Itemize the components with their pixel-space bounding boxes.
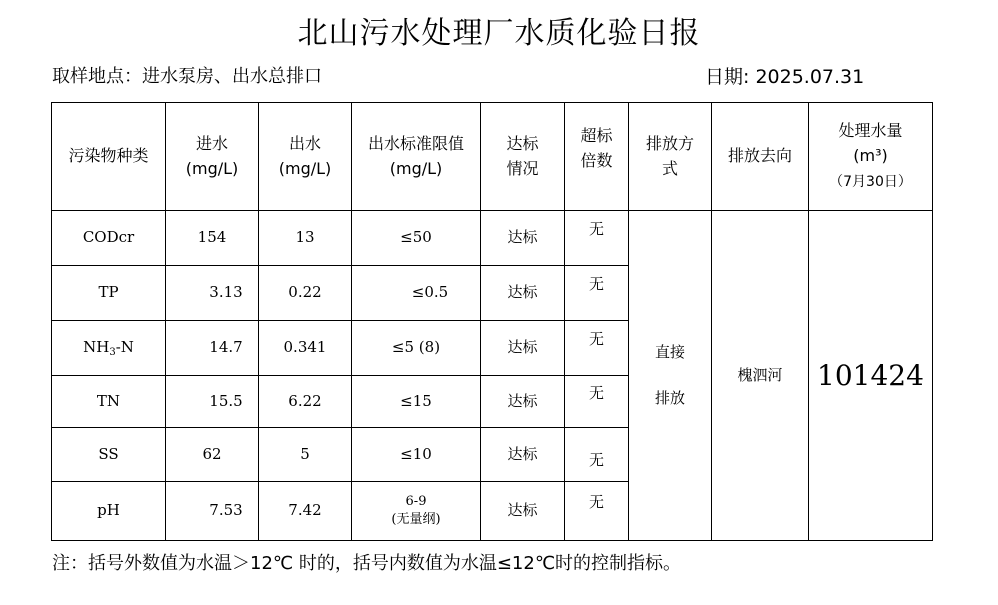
compliance-value: 达标	[481, 211, 565, 266]
exceed-value: 无	[565, 321, 629, 376]
report-date: 日期: 2025.07.31	[705, 66, 865, 88]
outflow-value: 5	[259, 428, 352, 482]
header-discharge-method: 排放方 式	[629, 103, 712, 211]
exceed-value: 无	[565, 428, 629, 482]
compliance-value: 达标	[481, 428, 565, 482]
limit-value: ≤15	[352, 376, 481, 428]
water-quality-table	[51, 102, 933, 541]
pollutant-name: $NH_3-N$	[52, 321, 166, 376]
outflow-value: 13	[259, 211, 352, 266]
exceed-value: 无	[565, 211, 629, 266]
pollutant-name: SS	[52, 428, 166, 482]
compliance-value: 达标	[481, 482, 565, 541]
limit-value: ≤5 (8)	[352, 321, 481, 376]
header-volume: 处理水量 (m³) （7月30日）	[809, 103, 933, 211]
header-compliance: 达标 情况	[481, 103, 565, 211]
limit-value: ≤10	[352, 428, 481, 482]
inflow-value: 14.7	[166, 321, 259, 376]
limit-value: ≤50	[352, 211, 481, 266]
table-row	[52, 211, 933, 266]
footnote: 注：括号外数值为水温＞12℃ 时的，括号内数值为水温≤12℃时的控制指标。	[52, 553, 682, 574]
exceed-value: 无	[565, 376, 629, 428]
outflow-value: 0.341	[259, 321, 352, 376]
limit-value: ≤0.5	[352, 266, 481, 321]
compliance-value: 达标	[481, 376, 565, 428]
header-row	[52, 103, 933, 211]
discharge-method-cell: 直接 排放	[629, 211, 712, 541]
inflow-value: 62	[166, 428, 259, 482]
outflow-value: 7.42	[259, 482, 352, 541]
pollutant-name: CODcr	[52, 211, 166, 266]
outflow-value: 0.22	[259, 266, 352, 321]
pollutant-name: TN	[52, 376, 166, 428]
pollutant-name: pH	[52, 482, 166, 541]
discharge-destination-cell: 槐泗河	[712, 211, 809, 541]
outflow-value: 6.22	[259, 376, 352, 428]
header-exceed: 超标 倍数	[565, 103, 629, 211]
exceed-value: 无	[565, 266, 629, 321]
inflow-value: 15.5	[166, 376, 259, 428]
header-limit: 出水标准限值 (mg/L)	[352, 103, 481, 211]
inflow-value: 7.53	[166, 482, 259, 541]
report-title: 北山污水处理厂水质化验日报	[297, 16, 701, 51]
exceed-value: 无	[565, 482, 629, 541]
sampling-location: 取样地点：进水泵房、出水总排口	[52, 66, 322, 87]
header-outflow: 出水 (mg/L)	[259, 103, 352, 211]
compliance-value: 达标	[481, 321, 565, 376]
inflow-value: 154	[166, 211, 259, 266]
treated-volume-cell: 101424	[809, 211, 933, 541]
header-discharge-destination: 排放去向	[712, 103, 809, 211]
limit-value: 6-9 (无量纲)	[352, 482, 481, 541]
header-pollutant: 污染物种类	[52, 103, 166, 211]
compliance-value: 达标	[481, 266, 565, 321]
header-inflow: 进水 (mg/L)	[166, 103, 259, 211]
inflow-value: 3.13	[166, 266, 259, 321]
pollutant-name: TP	[52, 266, 166, 321]
